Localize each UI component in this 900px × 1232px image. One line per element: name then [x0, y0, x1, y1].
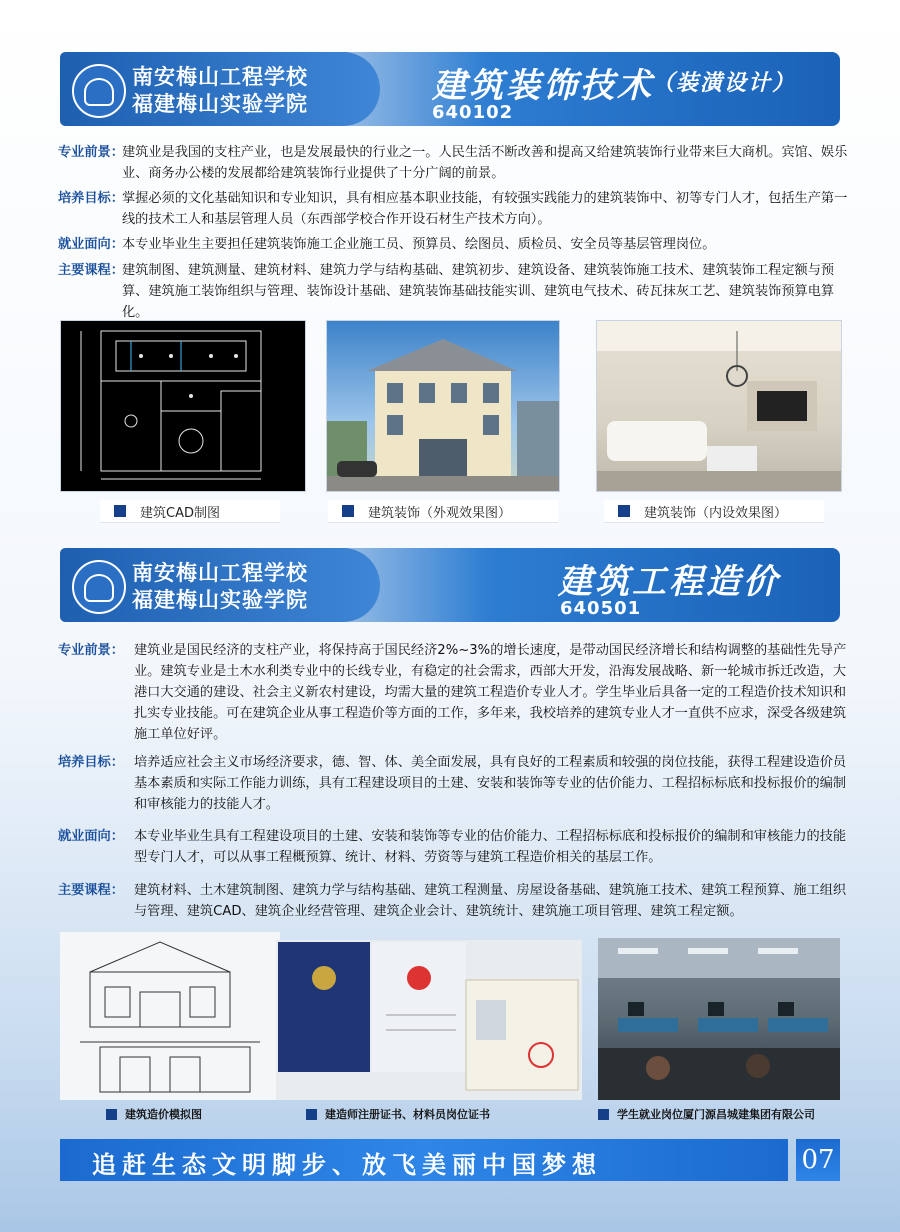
s2-row-employment — [58, 826, 848, 868]
caption-cost-sim — [106, 1106, 202, 1122]
s1-row-courses — [58, 260, 848, 323]
interior-living-room-image — [596, 320, 842, 492]
caption-bullet-icon — [106, 1109, 117, 1120]
s1-text-courses: 建筑制图、建筑测量、建筑材料、建筑力学与结构基础、建筑初步、建筑设备、建筑装饰施工技术、建筑装饰工程定额与预算、建筑施工装饰组织与管理、装饰设计基础、建筑装饰基础技能实训、建筑电气技术、砖瓦抹灰工艺、建筑装饰预算电算化。 — [122, 263, 835, 320]
school-badge — [60, 548, 380, 622]
caption-text: 建造师注册证书、材料员岗位证书 — [325, 1108, 490, 1121]
s1-row-employment — [58, 234, 848, 255]
school-logo-icon — [72, 560, 126, 614]
s1-label-prospect: 专业前景： — [58, 145, 124, 160]
caption-text: 建筑造价模拟图 — [125, 1108, 202, 1121]
s1-text-employment: 本专业毕业生主要担任建筑装饰施工企业施工员、预算员、绘图员、质检员、安全员等基层管理岗位。 — [122, 237, 716, 252]
s2-label-employment: 就业面向： — [58, 829, 124, 844]
school-logo-icon — [72, 64, 126, 118]
villa-exterior-image — [326, 320, 560, 492]
s2-text-goal: 培养适应社会主义市场经济要求，德、智、体、美全面发展，具有良好的工程素质和较强的岗位技能，获得工程建设造价员基本素质和实际工作能力训练，具有工程建设项目的土建、安装和装饰等专业的估价能力、工程招标标底和投标报价的编制和审核能力的技能人才。 — [134, 755, 847, 812]
certificates-image — [276, 940, 582, 1100]
s1-label-employment: 就业面向： — [58, 237, 124, 252]
s2-text-prospect: 建筑业是国民经济的支柱产业，将保持高于国民经济2%~3%的增长速度，是带动国民经济增长和结构调整的基础性先导产业。建筑专业是土木水利类专业中的长线专业，有稳定的社会需求，西部大开发，沿海发展战略、新一轮城市拆迁改造，大港口大交通的建设、社会主义新农村建设，均需大量的建筑工程造价专业人才。学生毕业后具备一定的工程造价技术知识和扎实专业技能。可在建筑企业从事工程造价等方面的工作，多年来，我校培养的建筑专业人才一直供不应求，深受各级建筑施工单位好评。 — [134, 643, 847, 742]
footer-slogan-bar — [60, 1139, 788, 1181]
caption-cad — [100, 500, 280, 523]
program-subtitle: （装潢设计） — [652, 71, 797, 96]
cost-simulation-drawing-image — [60, 932, 280, 1100]
s1-label-goal: 培养目标： — [58, 191, 124, 206]
caption-text: 建筑CAD制图 — [140, 505, 220, 521]
s2-row-courses — [58, 880, 848, 922]
page-number: 07 — [796, 1139, 840, 1181]
s1-text-prospect: 建筑业是我国的支柱产业，也是发展最快的行业之一。人民生活不断改善和提高又给建筑装饰行业带来巨大商机。宾馆、娱乐业、商务办公楼的发展都给建筑装饰行业提供了十分广阔的前景。 — [122, 145, 848, 181]
caption-bullet-icon — [598, 1109, 609, 1120]
footer-slogan: 追赶生态文明脚步、放飞美丽中国梦想 — [92, 1151, 602, 1179]
s1-label-courses: 主要课程： — [58, 263, 124, 278]
caption-bullet-icon — [306, 1109, 317, 1120]
cad-drawing-image — [60, 320, 306, 492]
school-name-line2: 福建梅山实验学院 — [132, 92, 308, 116]
s2-label-prospect: 专业前景： — [58, 643, 124, 658]
caption-exterior — [328, 500, 558, 523]
caption-employment-site — [598, 1106, 815, 1122]
school-name-line1: 南安梅山工程学校 — [132, 561, 308, 585]
s2-row-prospect — [58, 640, 848, 745]
section1-banner — [60, 52, 840, 126]
program-code: 640501 — [560, 598, 642, 619]
caption-bullet-icon — [618, 505, 630, 517]
caption-certificates — [306, 1106, 490, 1122]
program-code: 640102 — [432, 102, 514, 123]
caption-bullet-icon — [342, 505, 354, 517]
caption-text: 建筑装饰（外观效果图） — [368, 505, 512, 521]
s2-row-goal — [58, 752, 848, 815]
program-title: 建筑工程造价 — [558, 562, 780, 602]
caption-bullet-icon — [114, 505, 126, 517]
school-name-line1: 南安梅山工程学校 — [132, 65, 308, 89]
program-title: 建筑装饰技术 — [432, 66, 654, 106]
s1-row-goal — [58, 188, 848, 230]
s1-row-prospect — [58, 142, 848, 184]
s1-text-goal: 掌握必须的文化基础知识和专业知识，具有相应基本职业技能，有较强实践能力的建筑装饰中、初等专门人才，包括生产第一线的技术工人和基层管理人员（东西部学校合作开设石材生产技术方向）。 — [122, 191, 848, 227]
school-badge — [60, 52, 380, 126]
office-workplace-image — [598, 938, 840, 1100]
s2-label-goal: 培养目标： — [58, 755, 124, 770]
s2-label-courses: 主要课程： — [58, 883, 124, 898]
section2-banner — [60, 548, 840, 622]
caption-interior — [604, 500, 824, 523]
s2-text-courses: 建筑材料、土木建筑制图、建筑力学与结构基础、建筑工程测量、房屋设备基础、建筑施工技术、建筑工程预算、施工组织与管理、建筑CAD、建筑企业经营管理、建筑企业会计、建筑统计、建筑施工项目管理、建筑工程定额。 — [134, 883, 847, 919]
caption-text: 建筑装饰（内设效果图） — [644, 505, 788, 521]
s2-text-employment: 本专业毕业生具有工程建设项目的土建、安装和装饰等专业的估价能力、工程招标标底和投标报价的编制和审核能力的技能型专门人才，可以从事工程概预算、统计、材料、劳资等与建筑工程造价相关的基层工作。 — [134, 829, 847, 865]
caption-text: 学生就业岗位厦门源昌城建集团有限公司 — [617, 1108, 815, 1121]
school-name-line2: 福建梅山实验学院 — [132, 588, 308, 612]
